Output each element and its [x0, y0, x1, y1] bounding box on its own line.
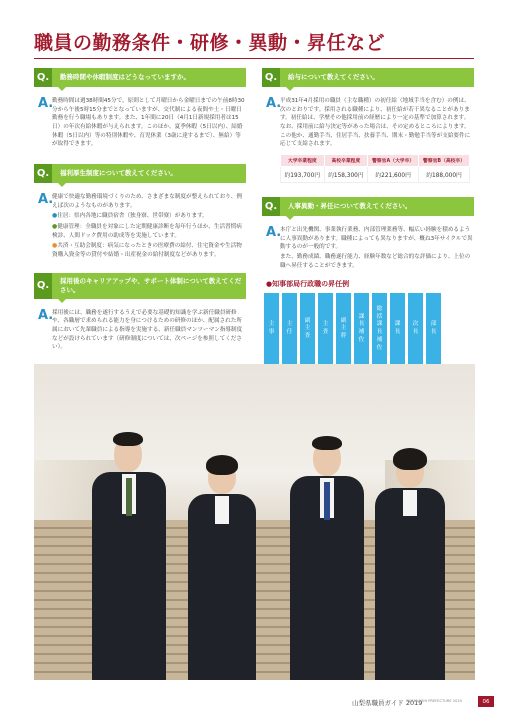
promotion-step-char: 括 [376, 313, 383, 320]
q-mark: Q. [34, 164, 52, 183]
salary-header: 高校卒業程度 [324, 154, 368, 166]
salary-header: 警察官A（大学卒） [368, 154, 419, 166]
answer-welfare [34, 193, 246, 261]
promotion-step [282, 293, 297, 365]
a-mark: A. [38, 191, 54, 207]
promotion-step [354, 293, 369, 365]
promotion-step-char: 課 [376, 321, 383, 328]
promotion-step-char: 査 [322, 329, 329, 336]
promotion-step [390, 293, 405, 365]
promotion-step-char: 長 [412, 329, 419, 336]
question-bar-salary [262, 68, 474, 87]
promotion-ladder [262, 293, 474, 365]
question-text: 人事異動・昇任について教えてください。 [288, 202, 412, 211]
promotion-step [408, 293, 423, 365]
promotion-step-char: 総 [376, 305, 383, 312]
promotion-step-char: 長 [430, 329, 437, 336]
left-column [34, 64, 246, 353]
page-title: 職員の勤務条件・研修・異動・昇任など [34, 32, 386, 54]
bullet-text: 共済・互助会制度：病気になったときの医療費の給付、住宅資金や生活物資購入資金等の貸付や結婚・出産祝金の給付制度などがあります。 [52, 243, 242, 258]
q-mark: Q. [262, 68, 280, 87]
a-mark: A. [38, 307, 54, 323]
staff-group-photo [34, 364, 475, 680]
question-text: 福利厚生制度について教えてください。 [60, 169, 177, 178]
bullet-text: 健康管理：全職員を対象にした定期健康診断を毎年行うほか、生活習慣病検診、人間ドック費用の助成等を実施しています。 [52, 223, 242, 239]
answer-text: 勤務時間は週38時間45分で、原則として月曜日から金曜日までの午前8時30分から午後5時15分までとなっていますが、交代制による夜間や土・日曜日勤務を行う職場もあります。また、1年間に20日（4月1日新規採用者は15日）の年次有給休暇が与えられます。このほか、夏季休暇（5日以内）、結婚休暇（5日以内）等の特別休暇や、育児休業（3歳に達するまで）、無給）等が取得できます。 [52, 98, 245, 148]
promotion-step-char: 長 [394, 329, 401, 336]
q-mark: Q. [262, 197, 280, 216]
question-text: 採用後のキャリアアップや、サポート体制について教えてください。 [60, 277, 242, 294]
promotion-step-char: 主 [340, 325, 347, 332]
answer-text: 健康で快適な勤務環境づくりのため、さまざまな制度が整えられており、例えば次のようなものがあります。 [52, 193, 242, 209]
question-bar-welfare [34, 164, 246, 183]
bullet-housing [52, 211, 246, 221]
promotion-step-char: 査 [304, 333, 311, 340]
promotion-step-char: 長 [358, 321, 365, 328]
promotion-step [372, 293, 387, 365]
promotion-step-char: 副 [340, 317, 347, 324]
bullet-dot: ● [52, 212, 58, 220]
bullet-dot: ● [52, 242, 58, 250]
answer-text: また、勤務成績、職務遂行能力、経験年数など総合的な評価により、上位の職へ昇任することができます。 [280, 253, 471, 269]
answer-transfer [262, 226, 474, 271]
promotion-step-char: 課 [358, 313, 365, 320]
a-mark: A. [266, 224, 282, 240]
right-column [262, 64, 474, 365]
promotion-step-char: 幹 [340, 333, 347, 340]
page-number: 06 [478, 696, 494, 707]
staff-person [84, 430, 174, 680]
promotion-step-char: 長 [376, 329, 383, 336]
promotion-step [318, 293, 333, 365]
a-mark: A. [266, 96, 282, 111]
answer-text: 平成31年4月採用の職員（主な職種）の初任給（地域手当を含む）の例は、次のとおりです。採用される職種により、初任給が若干異なることがあります。初任給は、学歴その他採用前の経歴により一定の基準で加算されます。なお、採用前に給与決定等があった場合は、その定めるところによります。この他か、通勤手当、住居手当、扶養手当、期末・勤勉手当等が支給要件に応じて支給されます。 [280, 98, 471, 148]
promotion-step-char: 佐 [376, 344, 383, 351]
bullet-mutual-aid [52, 241, 246, 259]
answer-text: 採用後には、職務を遂行するうえで必要な基礎的知識を学ぶ新任職員研修や、各職層で求められる能力を身につけるための研修のほか、配属された所属において先輩職員による指導を実施する、新任職員マンツーマン指導制度などが設けられています（研修制度については、次ページを参照してください）。 [52, 309, 243, 351]
question-bar-career [34, 273, 246, 299]
footer-subtitle: YAMANASHI PREFECTURE 2019 [406, 699, 462, 703]
bullet-health [52, 222, 246, 240]
answer-hours [34, 97, 246, 150]
promotion-step-char: 事 [268, 329, 275, 336]
promotion-step-char: 佐 [358, 337, 365, 344]
salary-value: 約188,000円 [419, 166, 470, 182]
promotion-step-char: 副 [304, 317, 311, 324]
salary-header: 大学卒業程度 [281, 154, 325, 166]
bullet-dot: ● [52, 222, 58, 230]
title-divider [34, 58, 474, 59]
promotion-step-char: 主 [322, 321, 329, 328]
footer-title: 山梨県職員ガイド 2019 [352, 699, 423, 707]
promotion-step-char: 部 [430, 321, 437, 328]
promotion-step-char: 課 [394, 321, 401, 328]
promotion-step-char: 主 [268, 321, 275, 328]
salary-table [280, 154, 470, 183]
salary-value: 約193,700円 [281, 166, 325, 182]
staff-person [369, 444, 451, 680]
answer-text: 本庁と出先機関、事業執行業務、内部管理業務等、幅広い経験を積めるように人事異動があります。職種によっても異なりますが、概ね3年サイクルで異動するのが一般的です。 [280, 226, 473, 251]
q-mark: Q. [34, 273, 52, 299]
promotion-step-char: 主 [286, 321, 293, 328]
bullet-text: 住居：県内各地に職員宿舎（独身寮、世帯寮）があります。 [57, 213, 208, 220]
staff-person [182, 452, 262, 680]
promotion-step-char: 次 [412, 321, 419, 328]
answer-salary [262, 97, 474, 150]
question-bar-hours [34, 68, 246, 87]
question-bar-transfer [262, 197, 474, 216]
question-text: 勤務時間や休暇制度はどうなっていますか。 [60, 73, 190, 82]
a-mark: A. [38, 96, 54, 111]
staff-person [282, 432, 372, 680]
promotion-step-char: 任 [286, 329, 293, 336]
promotion-step [426, 293, 441, 365]
promotion-step [336, 293, 351, 365]
promotion-step-char: 補 [376, 337, 383, 344]
promotion-chart-title: ●知事部局行政職の昇任例 [266, 280, 350, 289]
salary-header: 警察官B（高校卒） [419, 154, 470, 166]
q-mark: Q. [34, 68, 52, 87]
promotion-step [300, 293, 315, 365]
answer-career [34, 309, 246, 353]
promotion-step-char: 補 [358, 329, 365, 336]
question-text: 給与について教えてください。 [288, 73, 379, 82]
salary-value: 約158,300円 [324, 166, 368, 182]
promotion-step-char: 主 [304, 325, 311, 332]
salary-value: 約221,600円 [368, 166, 419, 182]
promotion-step [264, 293, 279, 365]
